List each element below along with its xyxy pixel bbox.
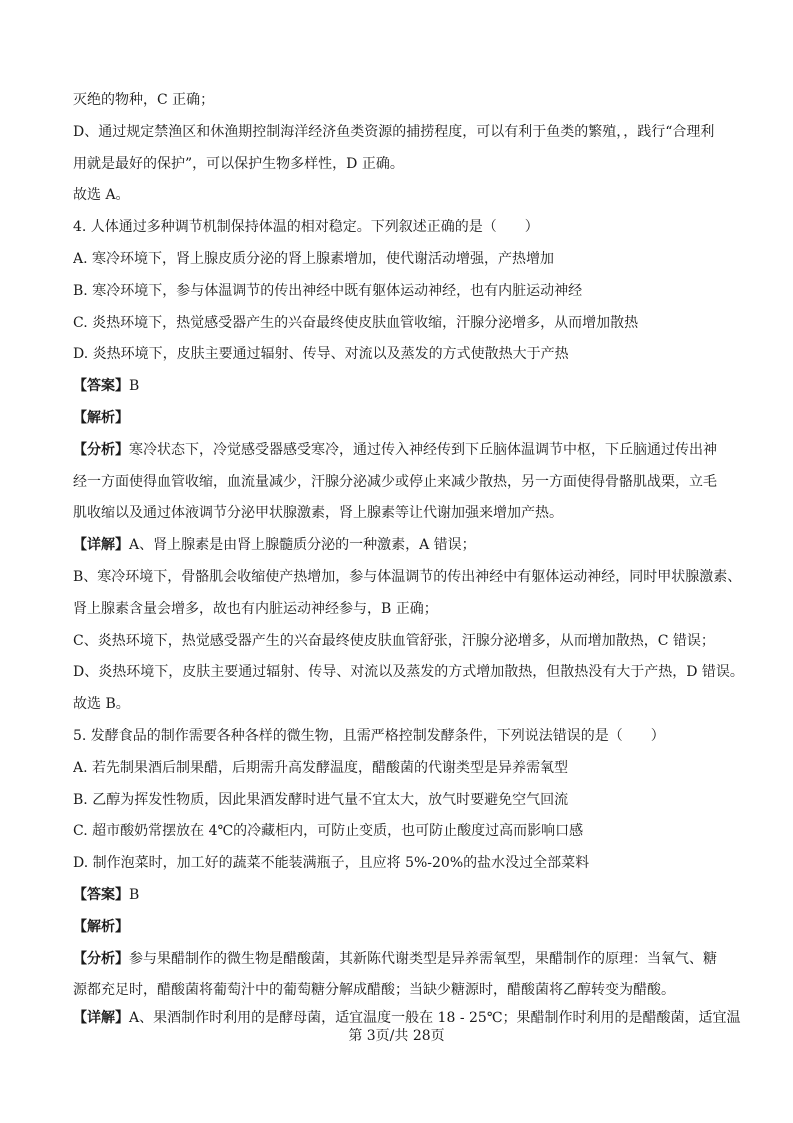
fenxi-line: 经一方面使得血管收缩，血流量减少，汗腺分泌减少或停止来减少散热，另一方面使得骨骼肌战栗，立毛 — [73, 474, 717, 490]
xiangjie-line: 故选 B。 — [73, 696, 130, 712]
question-4-stem: 4. 人体通过多种调节机制保持体温的相对稳定。下列叙述正确的是（ ） — [73, 219, 539, 235]
answer-line — [73, 376, 753, 396]
analysis-heading — [73, 917, 753, 937]
answer-tag: 【答案】 — [73, 887, 129, 903]
question-5-option-a: A. 若先制果酒后制果醋，后期需升高发酵温度，醋酸菌的代谢类型是异养需氧型 — [73, 760, 569, 776]
xiangjie-line: B、寒冷环境下，骨骼肌会收缩使产热增加，参与体温调节的传出神经中有躯体运动神经，同时甲状腺激素、 — [73, 569, 742, 585]
answer-value: B — [129, 378, 140, 394]
fenxi-text: 参与果醋制作的微生物是醋酸菌，其新陈代谢类型是异养需氧型，果醋制作的原理：当氧气、糖 — [129, 951, 717, 967]
answer-tag: 【答案】 — [73, 378, 129, 394]
analysis-heading — [73, 408, 753, 428]
question-4-option-c: C. 炎热环境下，热觉感受器产生的兴奋最终使皮肤血管收缩，汗腺分泌增多，从而增加散热 — [73, 315, 639, 331]
xiangjie-line — [73, 535, 753, 555]
fenxi-line: 肌收缩以及通过体液调节分泌甲状腺激素，肾上腺素等让代谢加强来增加产热。 — [73, 505, 563, 521]
question-5-option-c: C. 超市酸奶常摆放在 4℃的冷藏柜内，可防止变质，也可防止酸度过高而影响口感 — [73, 823, 584, 839]
fenxi-tag: 【分析】 — [73, 442, 129, 458]
text-line: 灭绝的物种，C 正确； — [73, 92, 215, 108]
text-line: D、通过规定禁渔区和休渔期控制海洋经济鱼类资源的捕捞程度，可以有利于鱼类的繁殖，，践行“合理利 — [73, 124, 715, 140]
question-4-option-d: D. 炎热环境下，皮肤主要通过辐射、传导、对流以及蒸发的方式使散热大于产热 — [73, 346, 569, 362]
question-5-option-b: B. 乙醇为挥发性物质，因此果酒发酵时进气量不宜太大，放气时要避免空气回流 — [73, 792, 569, 808]
page-footer: 第 3页/共 28页 — [348, 1028, 445, 1044]
fenxi-line — [73, 949, 753, 969]
text-line: 故选 A。 — [73, 187, 130, 203]
answer-line — [73, 885, 753, 905]
analysis-tag: 【解析】 — [73, 410, 129, 426]
xiangjie-line: C、炎热环境下，热觉感受器产生的兴奋最终使皮肤血管舒张，汗腺分泌增多，从而增加散热，C 错误； — [73, 633, 715, 649]
question-4-option-b: B. 寒冷环境下，参与体温调节的传出神经中既有躯体运动神经，也有内脏运动神经 — [73, 283, 583, 299]
question-4-option-a: A. 寒冷环境下，肾上腺皮质分泌的肾上腺素增加，使代谢活动增强，产热增加 — [73, 251, 555, 267]
xiangjie-line — [73, 1008, 753, 1028]
question-5-stem: 5. 发酵食品的制作需要各种各样的微生物，且需严格控制发酵条件，下列说法错误的是（ ） — [73, 728, 665, 744]
fenxi-text: 寒冷状态下，冷觉感受器感受寒冷，通过传入神经传到下丘脑体温调节中枢，下丘脑通过传出神 — [129, 442, 717, 458]
xiangjie-line: D、炎热环境下，皮肤主要通过辐射、传导、对流以及蒸发的方式增加散热，但散热没有大于产热，D 错误。 — [73, 664, 744, 680]
xiangjie-text: A、果酒制作时利用的是酵母菌，适宜温度一般在 18 - 25℃；果醋制作时利用的是醋酸菌，适宜温 — [129, 1010, 741, 1026]
fenxi-tag: 【分析】 — [73, 951, 129, 967]
question-5-option-d: D. 制作泡菜时，加工好的蔬菜不能装满瓶子，且应将 5%-20%的盐水没过全部菜料 — [73, 855, 590, 871]
xiangjie-line: 肾上腺素含量会增多，故也有内脏运动神经参与，B 正确； — [73, 601, 438, 617]
xiangjie-text: A、肾上腺素是由肾上腺髓质分泌的一种激素，A 错误； — [129, 537, 476, 553]
text-line: 用就是最好的保护”，可以保护生物多样性，D 正确。 — [73, 156, 404, 172]
xiangjie-tag: 【详解】 — [73, 1010, 129, 1026]
analysis-tag: 【解析】 — [73, 919, 129, 935]
fenxi-line — [73, 440, 753, 460]
xiangjie-tag: 【详解】 — [73, 537, 129, 553]
answer-value: B — [129, 887, 140, 903]
fenxi-line: 源都充足时，醋酸菌将葡萄汁中的葡萄糖分解成醋酸；当缺少糖源时，醋酸菌将乙醇转变为醋酸。 — [73, 982, 675, 998]
